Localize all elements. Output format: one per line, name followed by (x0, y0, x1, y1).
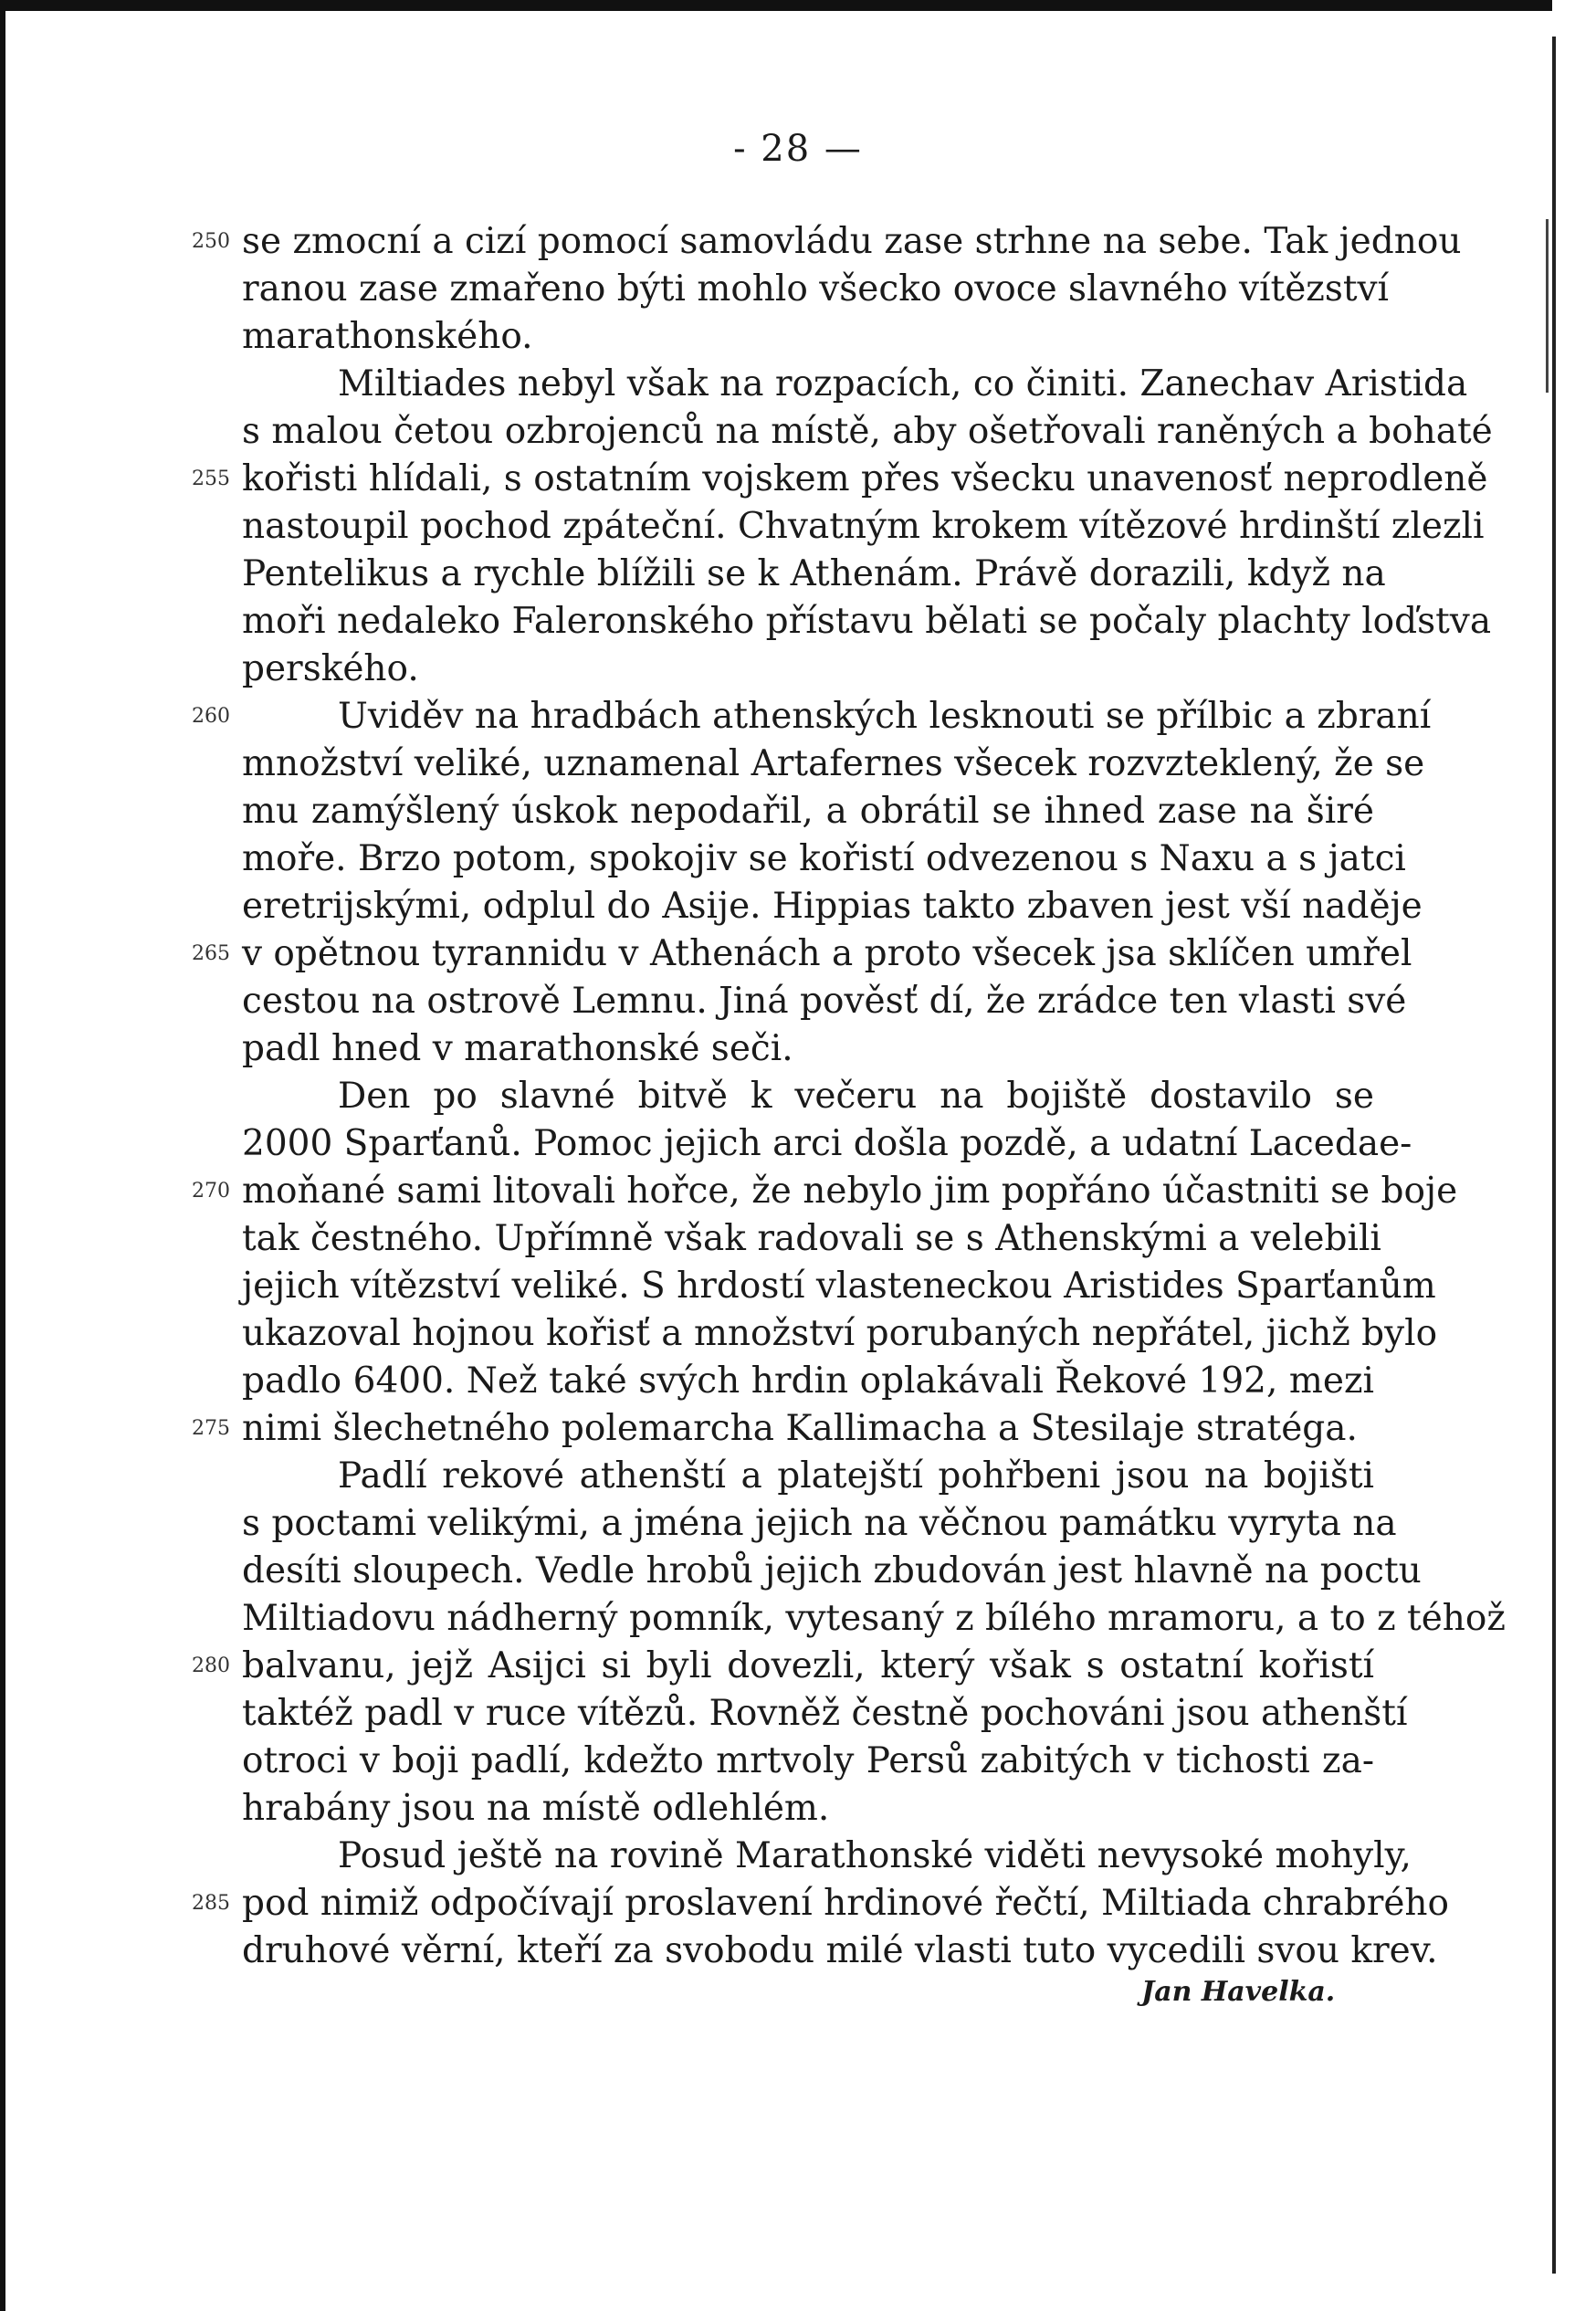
text-line: v opětnou tyrannidu v Athenách a proto všecek jsa sklíčen umřel (242, 933, 1412, 974)
line-number: 265 (192, 942, 230, 965)
text-line: jejich vítězství veliké. S hrdostí vlasteneckou Aristides Sparťanům (242, 1266, 1436, 1307)
text-line: Miltiadovu nádherný pomník, vytesaný z bílého mramoru, a to z téhož (242, 1598, 1506, 1639)
text-line: se zmocní a cizí pomocí samovládu zase strhne na sebe. Tak jednou (242, 221, 1462, 262)
line-number: 260 (192, 705, 230, 728)
text-line: mu zamýšlený úskok nepodařil, a obrátil se ihned zase na širé (242, 791, 1374, 832)
page-number: - 28 — (733, 128, 863, 170)
text-line: taktéž padl v ruce vítězů. Rovněž čestně pochováni jsou athenští (242, 1693, 1408, 1734)
text-line: s malou četou ozbrojenců na místě, aby ošetřovali raněných a bohaté (242, 411, 1493, 452)
text-line: s poctami velikými, a jména jejich na věčnou památku vyryta na (242, 1503, 1397, 1544)
scan-right-edge-line (1552, 37, 1556, 2274)
text-line: moři nedaleko Faleronského přístavu bělati se počaly plachty loďstva (242, 601, 1492, 642)
scan-top-edge (0, 0, 1596, 11)
text-line: druhové věrní, kteří za svobodu milé vlasti tuto vycedili svou krev. (242, 1930, 1438, 1971)
text-line: Posud ještě na rovině Marathonské viděti nevysoké mohyly, (338, 1835, 1412, 1876)
text-line: padlo 6400. Než také svých hrdin oplakávali Řekové 192, mezi (242, 1360, 1374, 1402)
text-line: perského. (242, 648, 419, 689)
text-line: množství veliké, uznamenal Artafernes všecek rozvzteklený, že se (242, 743, 1425, 784)
line-number: 275 (192, 1417, 230, 1440)
text-line: nastoupil pochod zpáteční. Chvatným krokem vítězové hrdinští zlezli (242, 506, 1485, 547)
text-line: cestou na ostrově Lemnu. Jiná pověsť dí, že zrádce ten vlasti své (242, 981, 1407, 1022)
text-line: padl hned v marathonské seči. (242, 1028, 793, 1069)
text-line: tak čestného. Upřímně však radovali se s Athenskými a velebili (242, 1218, 1381, 1259)
text-line: desíti sloupech. Vedle hrobů jejich zbudován jest hlavně na poctu (242, 1550, 1422, 1591)
text-line: Padlí rekové athenští a platejští pohřbeni jsou na bojišti (338, 1455, 1374, 1497)
line-number: 255 (192, 467, 230, 490)
text-line: balvanu, jejž Asijci si byli dovezli, který však s ostatní kořistí (242, 1645, 1374, 1686)
line-number: 280 (192, 1654, 230, 1677)
text-line: Miltiades nebyl však na rozpacích, co činiti. Zanechav Aristida (338, 363, 1468, 404)
text-line: ukazoval hojnou kořisť a množství porubaných nepřátel, jichž bylo (242, 1313, 1438, 1354)
text-line: moře. Brzo potom, spokojiv se kořistí odvezenou s Naxu a s jatci (242, 838, 1406, 879)
text-line: pod nimiž odpočívají proslavení hrdinové řečtí, Miltiada chrabrého (242, 1883, 1450, 1924)
text-line: nimi šlechetného polemarcha Kallimacha a Stesilaje stratéga. (242, 1408, 1358, 1449)
text-line: eretrijskými, odplul do Asije. Hippias takto zbaven jest vší naděje (242, 886, 1423, 927)
scan-left-edge (0, 0, 5, 2311)
text-line: ranou zase zmařeno býti mohlo všecko ovoce slavného vítězství (242, 268, 1390, 310)
text-line: Uviděv na hradbách athenských lesknouti se přílbic a zbraní (338, 696, 1432, 737)
text-line: hrabány jsou na místě odlehlém. (242, 1788, 830, 1829)
line-number: 250 (192, 230, 230, 253)
line-number: 285 (192, 1892, 230, 1915)
text-line: moňané sami litovali hořce, že nebylo jim popřáno účastniti se boje (242, 1171, 1458, 1212)
scan-right-edge-mark (1546, 219, 1549, 393)
text-line: Den po slavné bitvě k večeru na bojiště dostavilo se (338, 1076, 1374, 1117)
text-line: Pentelikus a rychle blížili se k Athenám. Právě dorazili, když na (242, 553, 1386, 594)
text-line: otroci v boji padlí, kdežto mrtvoly Persů zabitých v tichosti za- (242, 1740, 1374, 1781)
text-line: marathonského. (242, 316, 533, 357)
line-number: 270 (192, 1180, 230, 1203)
text-line: 2000 Sparťanů. Pomoc jejich arci došla pozdě, a udatní Lacedae- (242, 1123, 1412, 1164)
author-signature: Jan Havelka. (1141, 1976, 1336, 2008)
text-line: kořisti hlídali, s ostatním vojskem přes všecku unavenosť neprodleně (242, 458, 1488, 499)
scan-right-margin (1552, 0, 1596, 2311)
